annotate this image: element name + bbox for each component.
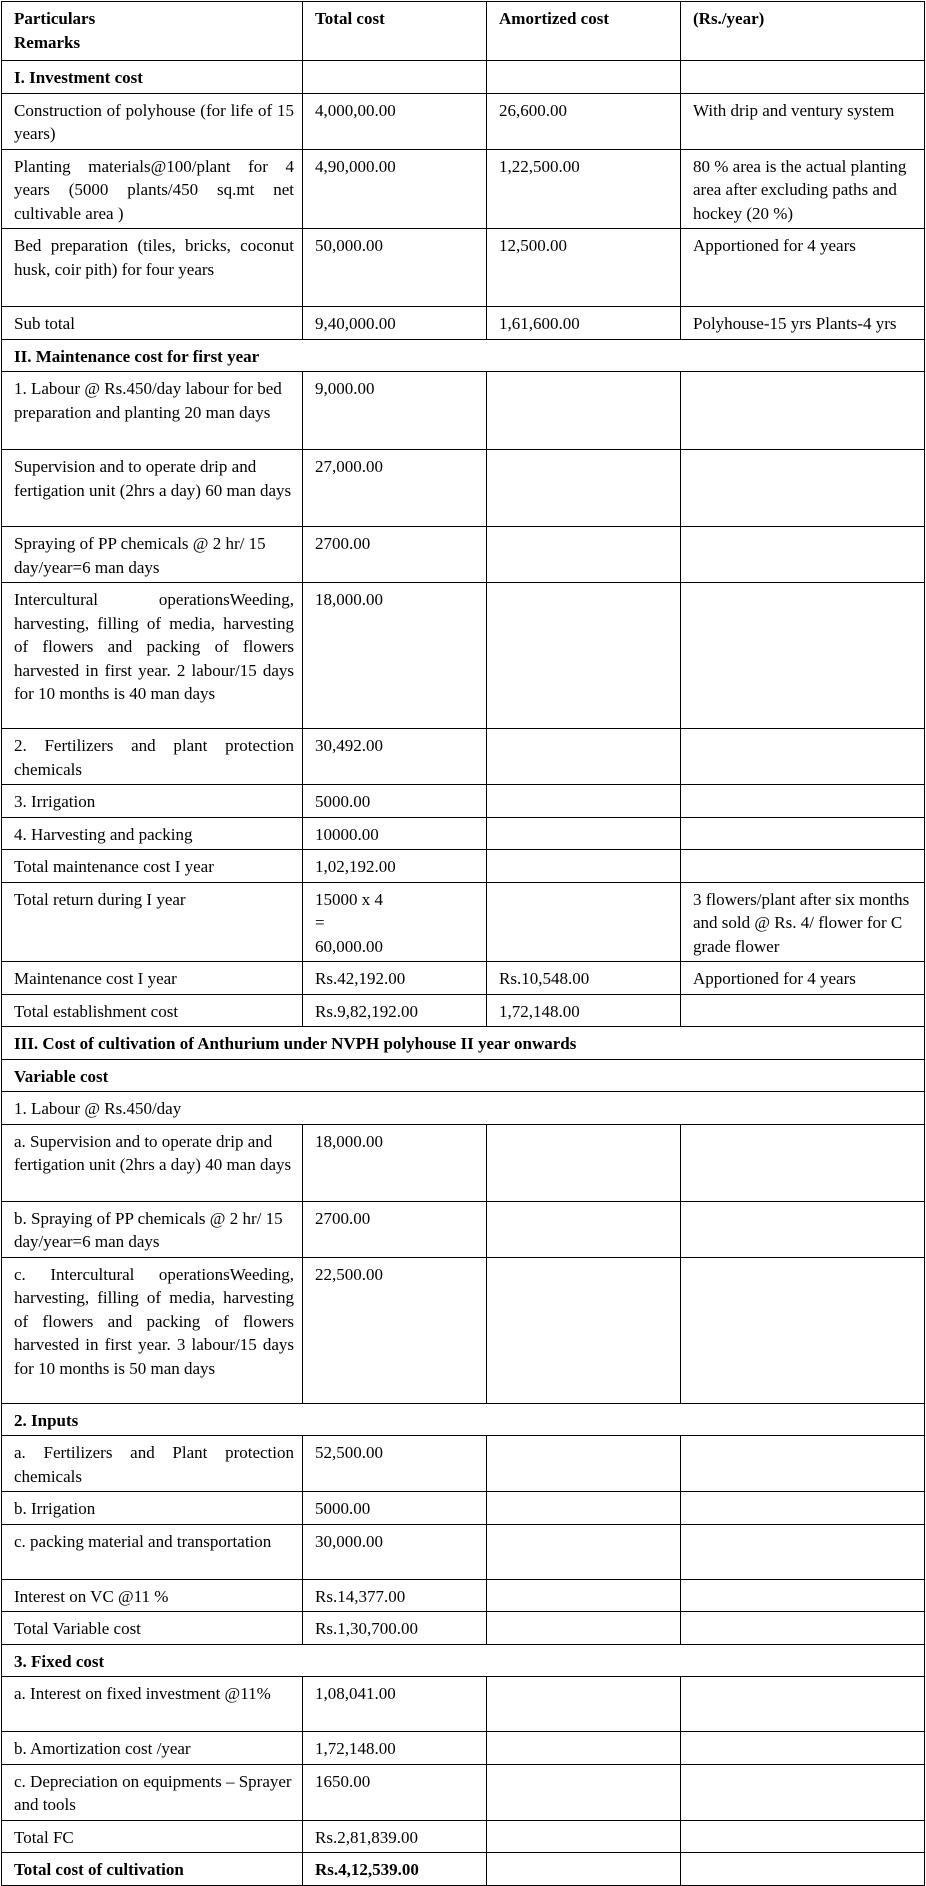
row-total-cost: Rs.2,81,839.00 [303,1820,487,1853]
empty-cell [681,1436,925,1492]
row-particulars: 4. Harvesting and packing [2,817,303,850]
table-row [2,994,925,1027]
empty-cell [303,61,487,94]
section-title-row [2,339,925,372]
empty-cell [487,1764,681,1820]
row-particulars: b. Irrigation [2,1492,303,1525]
table-row [2,1579,925,1612]
section-title-row [2,61,925,94]
table-row [2,1732,925,1765]
row-total-cost: 2700.00 [303,1201,487,1257]
table-row [2,1820,925,1853]
row-particulars: Intercultural operationsWeeding, harvesting, filling of media, harvesting of flowers and packing of flowers harvested in first year. 2 labour/15 days for 10 months is 40 man days [2,583,303,729]
row-particulars: c. packing material and transportation [2,1524,303,1579]
empty-cell [681,1257,925,1403]
fixed-cost-heading: 3. Fixed cost [2,1644,925,1677]
row-total-cost: 50,000.00 [303,229,487,307]
row-amortized-cost [487,583,681,729]
empty-cell [487,1579,681,1612]
empty-cell [681,1124,925,1201]
row-particulars: Total FC [2,1820,303,1853]
row-particulars: 3. Irrigation [2,785,303,818]
table-row [2,1612,925,1645]
row-remarks [681,785,925,818]
header-particulars: Particulars Remarks [2,2,303,61]
row-particulars: Bed preparation (tiles, bricks, coconut husk, coir pith) for four years [2,229,303,307]
row-particulars: Total establishment cost [2,994,303,1027]
row-particulars: a. Fertilizers and Plant protection chemicals [2,1436,303,1492]
grand-total-label: Total cost of cultivation [2,1853,303,1886]
row-remarks: 3 flowers/plant after six months and sold @ Rs. 4/ flower for C grade flower [681,882,925,962]
empty-cell [487,61,681,94]
table-row [2,1201,925,1257]
table-row [2,1492,925,1525]
header-total-cost: Total cost [303,2,487,61]
subtotal-row [2,307,925,340]
row-amortized-cost: Rs.10,548.00 [487,962,681,995]
row-remarks [681,450,925,527]
row-total-cost: 5000.00 [303,785,487,818]
row-particulars: 2. Fertilizers and plant protection chemicals [2,729,303,785]
empty-cell [681,1524,925,1579]
row-remarks: Apportioned for 4 years [681,962,925,995]
table-row [2,450,925,527]
grand-total-value: Rs.4,12,539.00 [303,1853,487,1886]
row-amortized-cost: 1,72,148.00 [487,994,681,1027]
row-total-cost: 2700.00 [303,527,487,583]
empty-cell [487,1124,681,1201]
subheading-row [2,1092,925,1125]
row-total-cost: 9,000.00 [303,372,487,450]
subheading-row [2,1644,925,1677]
row-total-cost: Rs.1,30,700.00 [303,1612,487,1645]
section-title: I. Investment cost [2,61,303,94]
table-row [2,817,925,850]
row-amortized-cost: 1,22,500.00 [487,149,681,229]
empty-cell [681,1853,925,1886]
row-particulars: Total maintenance cost I year [2,850,303,883]
row-total-cost: 30,492.00 [303,729,487,785]
cost-of-cultivation-table [1,1,925,1886]
header-per-year: (Rs./year) [681,2,925,61]
empty-cell [487,1436,681,1492]
empty-cell [681,1612,925,1645]
row-total-cost: 18,000.00 [303,1124,487,1201]
row-particulars: b. Amortization cost /year [2,1732,303,1765]
row-total-cost: Rs.9,82,192.00 [303,994,487,1027]
empty-cell [487,1820,681,1853]
row-remarks [681,729,925,785]
empty-cell [681,1201,925,1257]
row-particulars: a. Interest on fixed investment @11% [2,1677,303,1732]
row-particulars: Sub total [2,307,303,340]
row-total-cost: 5000.00 [303,1492,487,1525]
table-row [2,583,925,729]
row-total-cost: 27,000.00 [303,450,487,527]
row-total-cost: 22,500.00 [303,1257,487,1403]
row-total-cost: 52,500.00 [303,1436,487,1492]
row-amortized-cost [487,450,681,527]
row-remarks: Polyhouse-15 yrs Plants-4 yrs [681,307,925,340]
empty-cell [681,1677,925,1732]
row-total-cost: 4,90,000.00 [303,149,487,229]
table-row [2,1124,925,1201]
row-particulars: Spraying of PP chemicals @ 2 hr/ 15 day/year=6 man days [2,527,303,583]
row-remarks: Apportioned for 4 years [681,229,925,307]
row-remarks [681,583,925,729]
row-amortized-cost [487,817,681,850]
row-particulars: 1. Labour @ Rs.450/day labour for bed preparation and planting 20 man days [2,372,303,450]
empty-cell [487,1257,681,1403]
table-row [2,1764,925,1820]
row-total-cost: 1,02,192.00 [303,850,487,883]
table-row [2,962,925,995]
row-total-cost: 4,000,00.00 [303,93,487,149]
row-amortized-cost [487,850,681,883]
empty-cell [681,1492,925,1525]
row-remarks [681,994,925,1027]
row-particulars: Supervision and to operate drip and fertigation unit (2hrs a day) 60 man days [2,450,303,527]
subheading-row [2,1403,925,1436]
grand-total-row [2,1853,925,1886]
empty-cell [487,1732,681,1765]
table-row [2,850,925,883]
row-particulars: Total Variable cost [2,1612,303,1645]
row-remarks: 80 % area is the actual planting area after excluding paths and hockey (20 %) [681,149,925,229]
row-total-cost: 1,08,041.00 [303,1677,487,1732]
subheading-row [2,1059,925,1092]
empty-cell [487,1201,681,1257]
table-row [2,729,925,785]
table-row [2,527,925,583]
table-row [2,785,925,818]
row-particulars: Maintenance cost I year [2,962,303,995]
table-row [2,93,925,149]
labour-heading: 1. Labour @ Rs.450/day [2,1092,925,1125]
row-amortized-cost: 12,500.00 [487,229,681,307]
row-total-cost: Rs.42,192.00 [303,962,487,995]
table-row [2,149,925,229]
section-title-row [2,1027,925,1060]
row-total-cost: 1650.00 [303,1764,487,1820]
row-remarks [681,372,925,450]
row-amortized-cost [487,729,681,785]
empty-cell [487,1524,681,1579]
table-row [2,372,925,450]
empty-cell [681,1579,925,1612]
row-particulars: Total return during I year [2,882,303,962]
row-total-cost: 18,000.00 [303,583,487,729]
row-particulars: Planting materials@100/plant for 4 years (5000 plants/450 sq.mt net cultivable area ) [2,149,303,229]
header-amortized-cost: Amortized cost [487,2,681,61]
row-total-cost: 9,40,000.00 [303,307,487,340]
empty-cell [487,1612,681,1645]
row-amortized-cost [487,372,681,450]
row-amortized-cost [487,785,681,818]
table-row [2,1436,925,1492]
row-remarks [681,850,925,883]
row-total-cost: 1,72,148.00 [303,1732,487,1765]
empty-cell [681,61,925,94]
table-row [2,1257,925,1403]
empty-cell [681,1820,925,1853]
empty-cell [681,1764,925,1820]
row-amortized-cost [487,527,681,583]
section-title: III. Cost of cultivation of Anthurium under NVPH polyhouse II year onwards [2,1027,925,1060]
row-total-cost: 30,000.00 [303,1524,487,1579]
row-amortized-cost [487,882,681,962]
empty-cell [487,1853,681,1886]
row-particulars: a. Supervision and to operate drip and fertigation unit (2hrs a day) 40 man days [2,1124,303,1201]
table-row [2,1677,925,1732]
row-amortized-cost: 1,61,600.00 [487,307,681,340]
empty-cell [681,1732,925,1765]
variable-cost-heading: Variable cost [2,1059,925,1092]
header-row [2,2,925,61]
row-remarks [681,527,925,583]
row-particulars: c. Depreciation on equipments – Sprayer and tools [2,1764,303,1820]
row-remarks [681,817,925,850]
row-amortized-cost: 26,600.00 [487,93,681,149]
row-remarks: With drip and ventury system [681,93,925,149]
row-particulars: c. Intercultural operationsWeeding, harvesting, filling of media, harvesting of flowers and packing of flowers harvested in first year. 3 labour/15 days for 10 months is 50 man days [2,1257,303,1403]
empty-cell [487,1677,681,1732]
section-title: II. Maintenance cost for first year [2,339,925,372]
row-particulars: Interest on VC @11 % [2,1579,303,1612]
table-row [2,229,925,307]
empty-cell [487,1492,681,1525]
row-particulars: b. Spraying of PP chemicals @ 2 hr/ 15 day/year=6 man days [2,1201,303,1257]
table-row [2,1524,925,1579]
row-particulars: Construction of polyhouse (for life of 15 years) [2,93,303,149]
row-total-cost: 10000.00 [303,817,487,850]
inputs-heading: 2. Inputs [2,1403,925,1436]
table-row [2,882,925,962]
row-total-cost: Rs.14,377.00 [303,1579,487,1612]
row-total-cost: 15000 x 4 = 60,000.00 [303,882,487,962]
